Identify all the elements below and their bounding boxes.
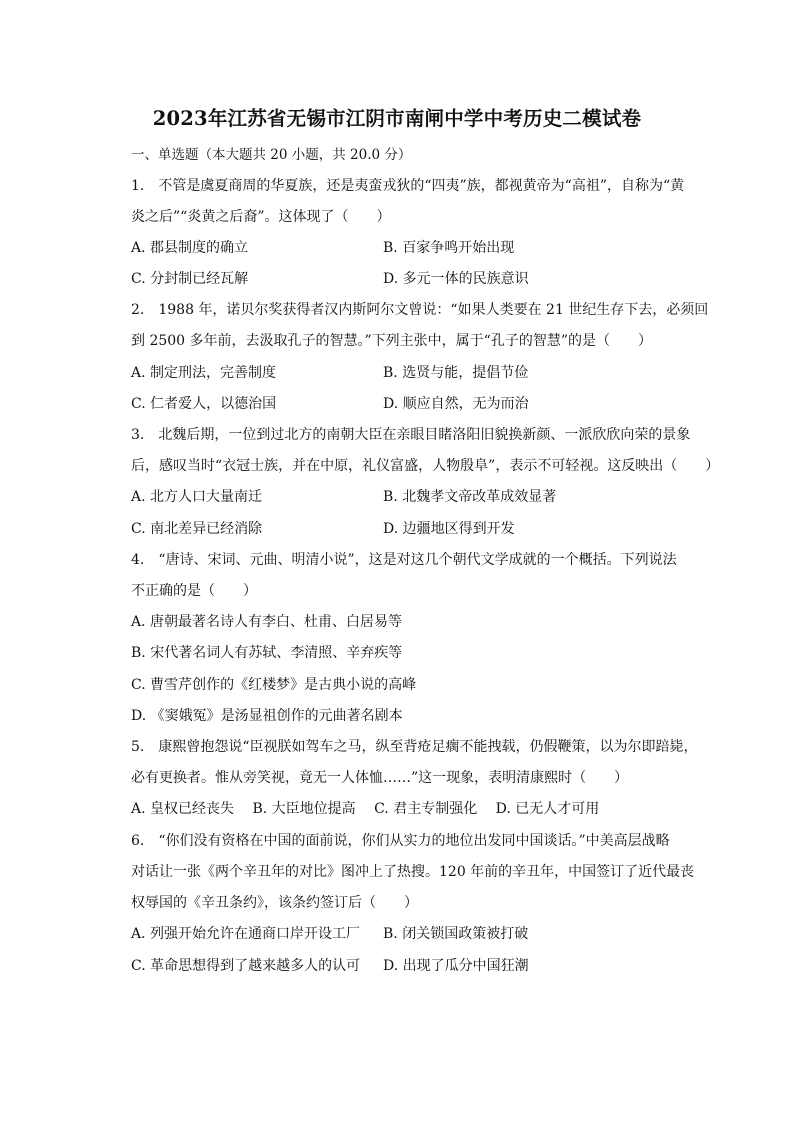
- question-4-option-c: C. 曹雪芹创作的《红楼梦》是古典小说的高峰: [131, 677, 417, 693]
- question-3-stem-line-1: 3. 北魏后期，一位到过北方的南朝大臣在亲眼目睹洛阳旧貌换新颜、一派欣欣向荣的景象: [131, 427, 691, 443]
- question-6-stem-line-1: 6. “你们没有资格在中国的面前说，你们从实力的地位出发同中国谈话。”中美高层战略: [131, 833, 670, 849]
- question-2-option-d: D. 顺应自然，无为而治: [383, 396, 529, 412]
- page-title: 2023年江苏省无锡市江阴市南闸中学中考历史二模试卷: [152, 107, 642, 130]
- question-1-option-b: B. 百家争鸣开始出现: [383, 240, 515, 256]
- question-2-stem-line-1: 2. 1988 年，诺贝尔奖获得者汉内斯阿尔文曾说：“如果人类要在 21 世纪生存下去，必须回: [131, 302, 709, 318]
- question-4-option-b: B. 宋代著名词人有苏轼、李清照、辛弃疾等: [131, 645, 403, 661]
- question-6-stem-line-2: 对话让一张《两个辛丑年的对比》图冲上了热搜。120 年前的辛丑年，中国签订了近代最丧: [131, 864, 695, 880]
- question-2-option-a: A. 制定刑法，完善制度: [131, 365, 277, 381]
- question-2-option-b: B. 选贤与能，提倡节俭: [383, 365, 529, 381]
- question-3-option-b: B. 北魏孝文帝改革成效显著: [383, 489, 557, 505]
- section-heading: 一、单选题（本大题共 20 小题，共 20.0 分）: [131, 147, 412, 163]
- question-6-option-c: C. 革命思想得到了越来越多人的认可: [131, 958, 361, 974]
- question-1-stem-line-2: 炎之后”“炎黄之后裔”。这体现了（ ）: [131, 209, 391, 225]
- question-3-stem-line-2: 后，感叹当时“衣冠士族，并在中原，礼仪富盛，人物殷阜”，表示不可轻视。这反映出（ ）: [131, 458, 720, 474]
- question-5-options: A. 皇权已经丧失 B. 大臣地位提高 C. 君主专制强化 D. 已无人才可用: [131, 801, 600, 817]
- question-4-stem-line-2: 不正确的是（ ）: [131, 583, 257, 599]
- question-3-option-a: A. 北方人口大量南迁: [131, 489, 263, 505]
- question-6-option-a: A. 列强开始允许在通商口岸开设工厂: [131, 926, 361, 942]
- question-3-option-d: D. 边疆地区得到开发: [383, 521, 515, 537]
- question-5-stem-line-2: 必有更换者。惟从旁笑视，竟无一人体恤……”这一现象，表明清康熙时（ ）: [131, 770, 629, 786]
- question-1-option-a: A. 郡县制度的确立: [131, 240, 249, 256]
- question-3-option-c: C. 南北差异已经消除: [131, 521, 263, 537]
- question-1-option-d: D. 多元一体的民族意识: [383, 271, 529, 287]
- question-6-stem-line-3: 权辱国的《辛丑条约》，该条约签订后（ ）: [131, 895, 418, 911]
- question-4-option-d: D. 《窦娥冤》是汤显祖创作的元曲著名剧本: [131, 708, 403, 724]
- question-2-stem-line-2: 到 2500 多年前，去汲取孔子的智慧。”下列主张中，属于“孔子的智慧”的是（ ）: [131, 333, 652, 349]
- question-6-option-d: D. 出现了瓜分中国狂潮: [383, 958, 529, 974]
- question-4-stem-line-1: 4. “唐诗、宋词、元曲、明清小说”，这是对这几个朝代文学成就的一个概括。下列说法: [131, 552, 677, 568]
- question-5-stem-line-1: 5. 康熙曾抱怨说“臣视朕如驾车之马，纵至背疮足瘸不能拽载，仍假鞭策，以为尔即踣毙，: [131, 739, 698, 755]
- question-1-stem-line-1: 1. 不管是虞夏商周的华夏族，还是夷蛮戎狄的“四夷”族，都视黄帝为“高祖”，自称为“黄: [131, 178, 685, 194]
- question-4-option-a: A. 唐朝最著名诗人有李白、杜甫、白居易等: [131, 614, 403, 630]
- question-1-option-c: C. 分封制已经瓦解: [131, 271, 249, 287]
- question-6-option-b: B. 闭关锁国政策被打破: [383, 926, 529, 942]
- question-2-option-c: C. 仁者爱人，以德治国: [131, 396, 277, 412]
